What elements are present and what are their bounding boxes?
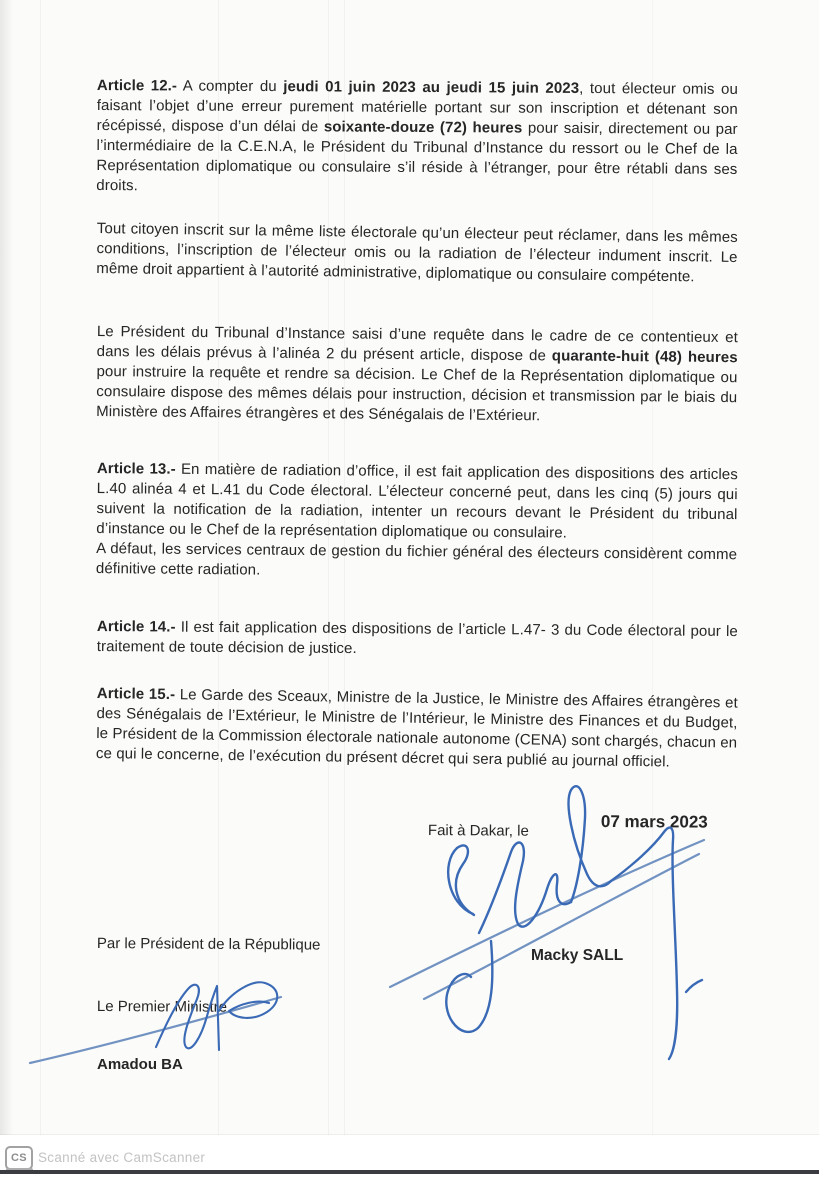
prime-minister-name: Amadou BA xyxy=(97,1056,183,1073)
bottom-divider-bar xyxy=(0,1170,819,1174)
paragraph-article-13 xyxy=(96,459,738,585)
paragraph-tout-citoyen xyxy=(96,219,738,288)
prime-minister-label: Le Premier Ministre xyxy=(96,998,228,1016)
paragraph-text: Article 14.- Il est fait application des dispositions de l’article L.47- 3 du Code électoral pour le traitement de toute décision de justice. xyxy=(96,617,738,658)
paragraph-text: Tout citoyen inscrit sur la même liste électorale qu’un électeur peut réclamer, dans les mêmes conditions, l’inscription de l’électeur omis ou la radiation de l’électeur indument inscrit. Le même droit appartient à l’autorité administrative, diplomatique ou consulaire compétente. xyxy=(96,219,738,286)
closing-place-label: Fait à Dakar, le xyxy=(427,822,529,840)
paragraph-text: Article 12.- A compter du jeudi 01 juin 2023 au jeudi 15 juin 2023, tout électeur omis ou faisant l’objet d’une erreur purement matérielle portant sur son inscription et détenant son récépissé, dispose d’un délai de soixante-douze (72) heures pour saisir, directement ou par l’intermédiaire de la C.E.N.A, le Président du Tribunal d’Instance du ressort ou le Chef de la Représentation diplomatique ou consulaire s’il réside à l’étranger, pour être rétabli dans ses droits. xyxy=(96,76,738,195)
paragraph-article-14 xyxy=(97,617,738,662)
paragraph-article-15 xyxy=(96,684,738,774)
paragraph-article-12 xyxy=(96,76,738,200)
fold-line xyxy=(40,0,41,1135)
by-president-label: Par le Président de la République xyxy=(96,935,321,954)
scan-left-edge-shadow xyxy=(0,0,13,1135)
president-name: Macky SALL xyxy=(531,947,624,964)
paragraph-text: Article 15.- Le Garde des Sceaux, Ministre de la Justice, le Ministre des Affaires étrangères et des Sénégalais de l’Extérieur, le Ministre de l’Intérieur, le Ministre des Finances et du Budget, le Président de la Commission électorale nationale autonome (CENA) sont chargés, chacun en ce qui le concerne, de l’exécution du présent décret qui sera publié au journal officiel. xyxy=(95,684,738,771)
camscanner-caption: Scanné avec CamScanner xyxy=(38,1150,206,1165)
paragraph-text: Le Président du Tribunal d’Instance saisi d’une requête dans le cadre de ce contentieux et dans les délais prévus à l’alinéa 2 du présent article, dispose de quarante-huit (48) heures pour instruire la requête et rendre sa décision. Le Chef de la Représentation diplomatique ou consulaire dispose des mêmes délais pour instruction, décision et transmission par le biais du Ministère des Affaires étrangères et des Sénégalais de l’Extérieur. xyxy=(96,322,738,425)
paragraph-text: A défaut, les services centraux de gestion du fichier général des électeurs considèrent comme définitive cette radiation. xyxy=(95,539,738,579)
prime-minister-signature xyxy=(30,982,281,1063)
paragraph-text: Article 13.- En matière de radiation d’office, il est fait application des dispositions des articles L.40 alinéa 4 et L.41 du Code électoral. L’électeur concerné peut, dans les cinq (5) jours qui suivent la notification de la radiation, intenter un recours devant le Président du tribunal d’instance ou le Chef de la représentation diplomatique ou consulaire. xyxy=(96,459,738,542)
paragraph-president-tribunal xyxy=(96,322,738,428)
camscanner-cs-icon: CS xyxy=(5,1146,33,1170)
closing-date: 07 mars 2023 xyxy=(600,812,708,832)
